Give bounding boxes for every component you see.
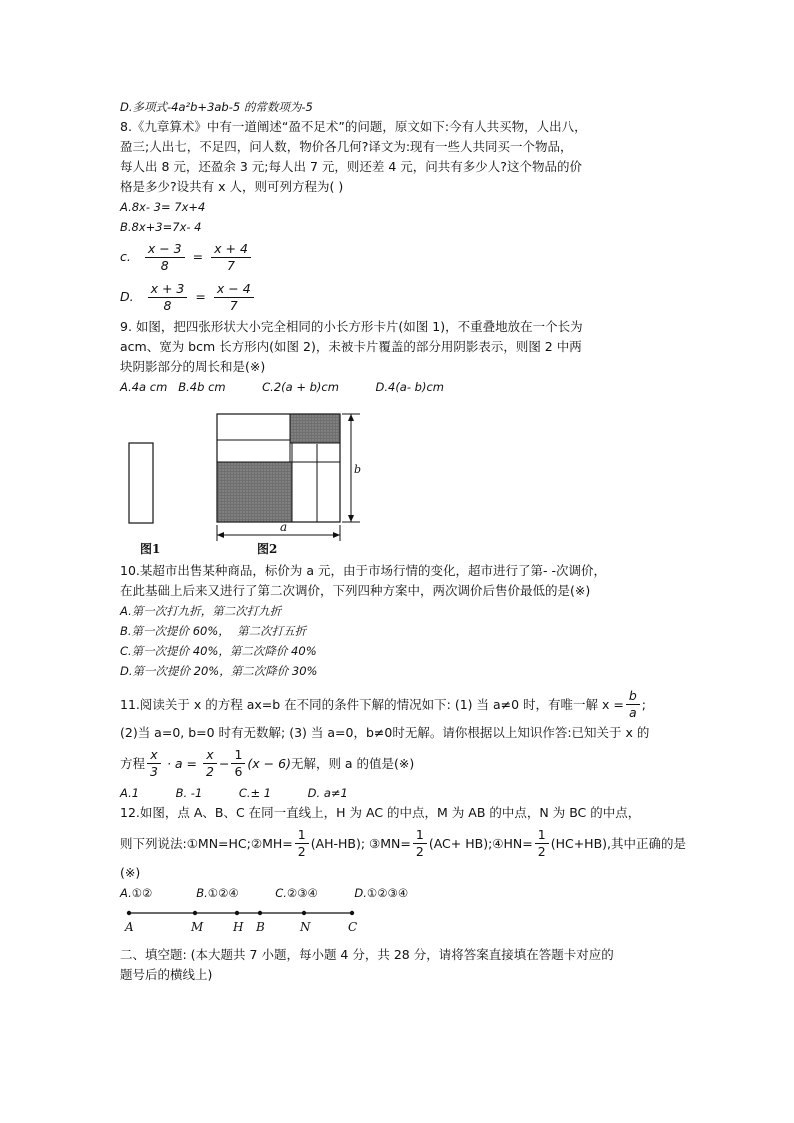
fraction (214, 281, 254, 314)
fraction-numerator: 1 (295, 827, 309, 844)
point-b (258, 911, 262, 915)
fraction-denominator: 6 (234, 763, 243, 779)
fraction-numerator: x − 4 (214, 281, 254, 298)
q11-options: A.1 B. -1 C.± 1 D. a≠1 (120, 786, 348, 800)
shaded-region-bottom-left (217, 462, 292, 522)
q8-option-c-label: c. (120, 249, 131, 264)
q11-semicolon: ; (641, 696, 647, 712)
fraction-numerator: x + 4 (211, 241, 251, 258)
fraction-numerator: 1 (231, 747, 245, 764)
dimension-a-label: a (280, 520, 288, 534)
fraction-denominator: 8 (163, 297, 172, 313)
q11-text-line-1: 11.阅读关于 x 的方程 ax=b 在不同的条件下解的情况如下: (1) 当 a≠0 时，有唯一解 x = (120, 697, 624, 712)
fraction-denominator: 8 (160, 257, 169, 273)
q11-line-1 (120, 685, 680, 723)
fraction (211, 241, 251, 274)
q12-text-line-2-c: (AC+ HB);④HN= (428, 835, 533, 851)
fraction-numerator: x (147, 747, 160, 764)
q9-text-line-1: 9. 如图，把四张形状大小完全相同的小长方形卡片(如图 1)，不重叠地放在一个长为 (120, 319, 583, 334)
point-label-c: C (348, 920, 358, 934)
fraction-denominator: 7 (227, 257, 235, 273)
q11-line-3 (120, 743, 680, 783)
point-label-n: N (300, 920, 311, 934)
q10-text-line-2: 在此基础上后来又进行了第二次调价，下列四种方案中，两次调价后售价最低的是(※) (120, 583, 591, 598)
q12-text-line-2-d: (HC+HB),其中正确的是 (550, 836, 686, 851)
point-label-h: H (233, 920, 244, 934)
q8-text-line-3: 每人出 8 元，还盈余 3 元;每人出 7 元，则还差 4 元，问共有多少人?这个物品的价 (120, 159, 582, 174)
fraction (295, 827, 309, 860)
fraction (147, 747, 161, 780)
q12-text-line-2-b: (AH-HB); ③MN= (310, 835, 411, 851)
q8-text-line-2: 盈三;人出七，不足四，问人数，物价各几何?译文为:现有一些人共同买一个物品， (120, 139, 573, 154)
point-label-m: M (191, 920, 204, 934)
fraction-denominator: 2 (297, 843, 306, 859)
point-label-a: A (125, 920, 134, 934)
q10-option-b: B.第一次提价 60%， 第二次打五折 (120, 624, 307, 638)
figure-1-card (129, 443, 153, 523)
q12-text-line-3: (※) (120, 865, 141, 880)
q9-figure (120, 397, 370, 557)
fraction (535, 827, 549, 860)
q11-text-line-3-prefix: 方程 (120, 756, 146, 771)
q12-number-line-figure (120, 903, 370, 939)
fraction-numerator: 1 (413, 827, 427, 844)
fraction-denominator: 3 (150, 763, 158, 779)
fraction-numerator: x (203, 747, 216, 764)
arrow-right-icon (333, 532, 340, 538)
q8-text-line-1: 8.《九章算术》中有一道阐述“盈不足术”的问题，原文如下:今有人共买物，人出八， (120, 119, 587, 134)
q12-text-line-1: 12.如图，点 A、B、C 在同一直线上，H 为 AC 的中点，M 为 AB 的中点，N 为 BC 的中点， (120, 805, 641, 820)
fraction-denominator: 2 (537, 843, 546, 859)
q8-option-d-label: D. (120, 289, 134, 304)
fraction-numerator: x − 3 (145, 241, 185, 258)
section-2-heading-line-1: 二、填空题: (本大题共 7 小题，每小题 4 分，共 28 分，请将答案直接填在答题卡对应的 (120, 947, 614, 962)
q10-option-d: D.第一次提价 20%，第二次降价 30% (120, 664, 318, 678)
q8-option-d (120, 277, 680, 317)
fraction (413, 827, 427, 860)
point-n (302, 911, 306, 915)
minus-sign: − (218, 755, 230, 771)
q12-text-line-2-a: 则下列说法:①MN=HC;②MH= (120, 836, 293, 851)
point-label-b: B (256, 920, 265, 934)
q10-text-line-1: 10.某超市出售某种商品，标价为 a 元，由于市场行情的变化，超市进行了第- -次调价， (120, 563, 606, 578)
point-a (127, 911, 131, 915)
q8-option-c (120, 237, 680, 277)
arrow-up-icon (348, 414, 354, 421)
figure-2-caption: 图2 (257, 542, 278, 556)
q8-option-a: A.8x- 3= 7x+4 (120, 200, 206, 214)
shaded-region-top-right (290, 414, 340, 443)
q8-option-b: B.8x+3=7x- 4 (120, 220, 202, 234)
figure-1-caption: 图1 (140, 542, 161, 556)
fraction-numerator: x + 3 (148, 281, 188, 298)
q11-text-line-2: (2)当 a=0, b=0 时有无数解; (3) 当 a=0，b≠0时无解。请你根据以上知识作答:已知关于 x 的 (120, 725, 650, 740)
fraction (203, 747, 217, 780)
dimension-b-label: b (354, 463, 362, 476)
q7-option-d: D.多项式-4a²b+3ab-5 的常数项为-5 (120, 100, 313, 114)
q9-text-line-3: 块阴影部分的周长和是(※) (120, 359, 266, 374)
fraction (148, 281, 188, 314)
point-m (193, 911, 197, 915)
q11-equation-part: (x − 6) (247, 755, 291, 771)
fraction (231, 747, 245, 780)
arrow-left-icon (217, 532, 224, 538)
q11-equation-part: · a = (166, 755, 198, 771)
q8-text-line-4: 格是多少?设共有 x 人，则可列方程为( ) (120, 179, 344, 194)
fraction (145, 241, 185, 274)
q12-options: A.①② B.①②④ C.②③④ D.①②③④ (120, 886, 409, 900)
equals-sign: = (192, 249, 204, 264)
fraction-denominator: 2 (206, 763, 214, 779)
section-2-heading-line-2: 题号后的横线上) (120, 967, 213, 982)
fraction-denominator: 2 (415, 843, 424, 859)
q9-options: A.4a cm B.4b cm C.2(a + b)cm D.4(a- b)cm (120, 380, 444, 394)
point-c (350, 911, 354, 915)
equals-sign: = (195, 289, 206, 304)
q9-text-line-2: acm、宽为 bcm 长方形内(如图 2)，未被卡片覆盖的部分用阴影表示，则图 2 中两 (120, 339, 582, 354)
q11-text-line-3-suffix: 无解，则 a 的值是(※) (290, 756, 415, 771)
q10-option-a: A.第一次打九折，第二次打九折 (120, 604, 282, 618)
q10-option-c: C.第一次提价 40%，第二次降价 40% (120, 644, 317, 658)
fraction-denominator: a (628, 704, 637, 720)
fraction-denominator: 7 (229, 297, 238, 313)
fraction (626, 688, 640, 721)
fraction-numerator: 1 (535, 827, 549, 844)
q12-line-2 (120, 823, 686, 863)
fraction-numerator: b (626, 688, 640, 705)
exam-page (120, 97, 686, 985)
point-h (235, 911, 239, 915)
arrow-down-icon (348, 515, 354, 522)
